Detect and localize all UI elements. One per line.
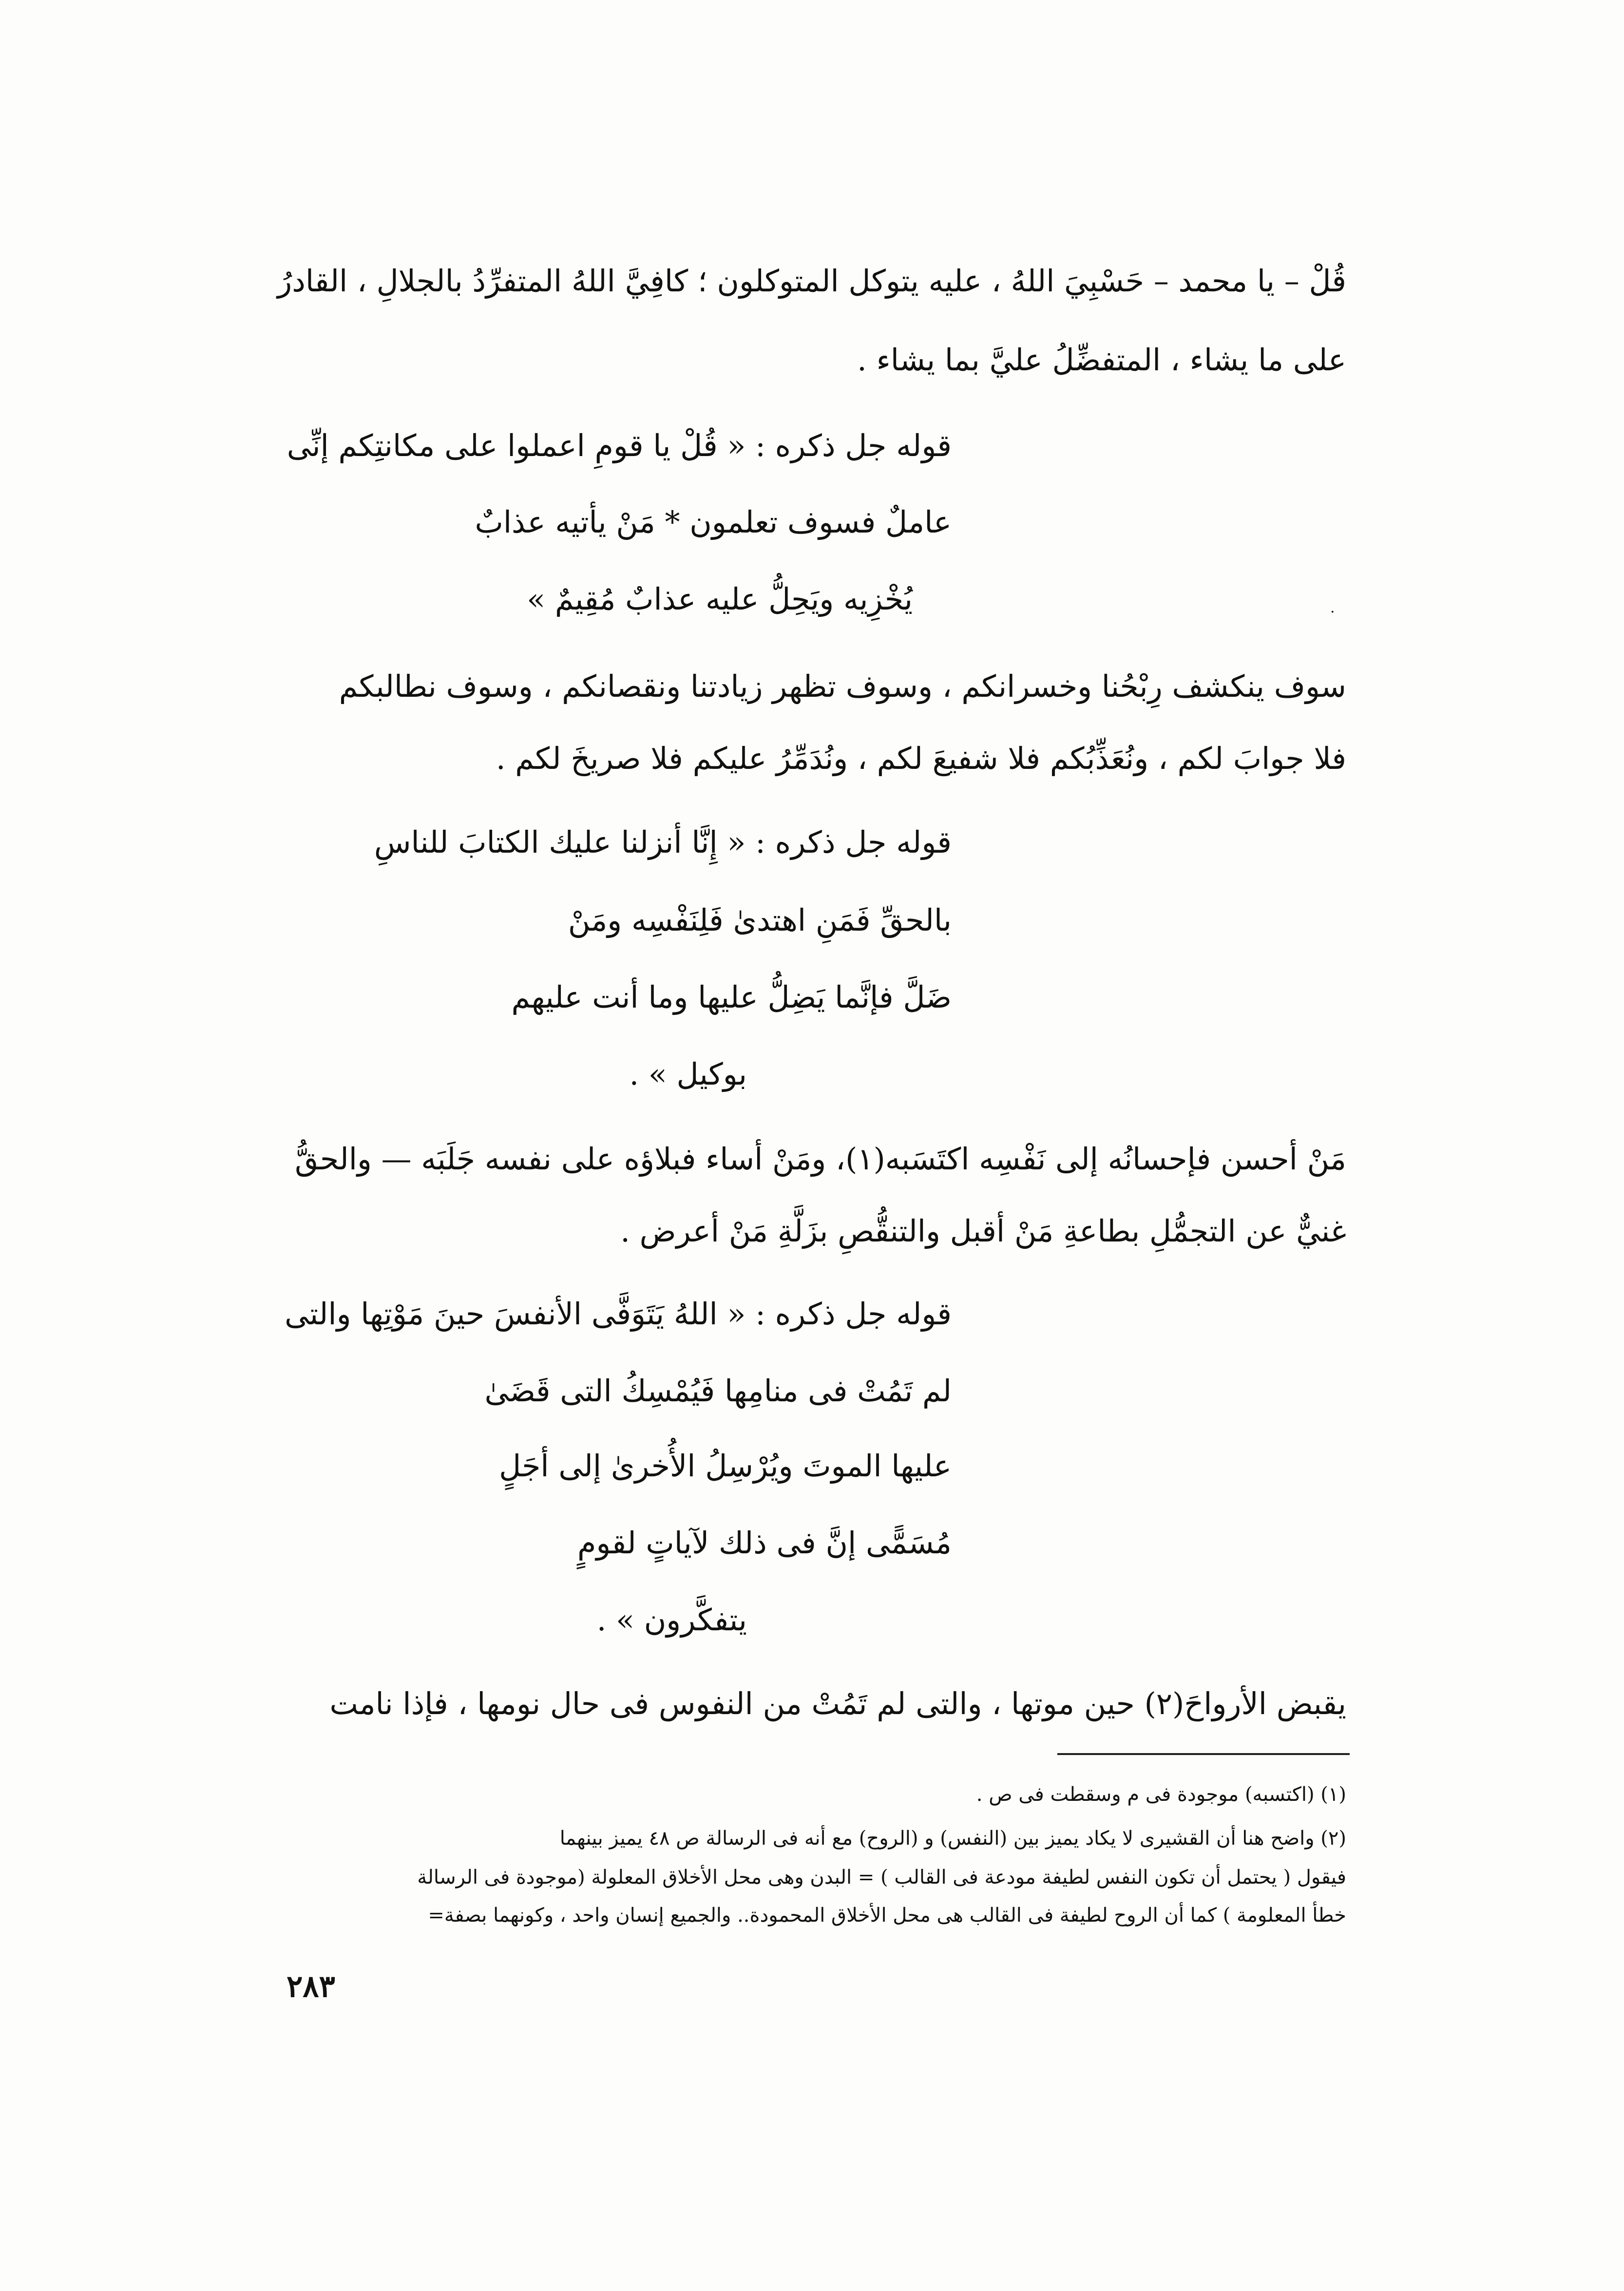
footnote-2-line-3: خطأ المعلومة ) كما أن الروح لطيفة فى القالب هى محل الأخلاق المحمودة.. والجميع إنسان واحد ، وكونهما بصفة= xyxy=(428,1904,1346,1927)
verse3-line-5: يتفكَّرون » . xyxy=(596,1602,747,1638)
footnote-2-line-1: (٢) واضح هنا أن القشيرى لا يكاد يميز بين (النفس) و (الروح) مع أنه فى الرسالة ص ٤٨ يميز بينهما xyxy=(559,1827,1346,1850)
verse2-line-3: ضَلَّ فإنَّما يَضِلُّ عليها وما أنت عليهم xyxy=(511,979,952,1015)
verse3-line-4: مُسَمًّى إنَّ فى ذلك لآياتٍ لقومٍ xyxy=(577,1525,952,1561)
intro-line-1: قُلْ – يا محمد – حَسْبِيَ اللهُ ، عليه يتوكل المتوكلون ؛ كافِيَّ اللهُ المتفرِّدُ بالجلالِ ، القادرُ xyxy=(277,263,1346,299)
commentary2-line-2: غنيٌّ عن التجمُّلِ بطاعةِ مَنْ أقبل والتنقُّصِ بزَلَّةِ مَنْ أعرض . xyxy=(620,1213,1346,1249)
verse1-line-2: عاملٌ فسوف تعلمون * مَنْ يأتيه عذابٌ xyxy=(475,504,952,540)
verse2-line-4: بوكيل » . xyxy=(629,1056,747,1092)
footnote-divider xyxy=(1057,1753,1350,1755)
verse3-line-1: قوله جل ذكره : « اللهُ يَتَوَفَّى الأنفسَ حينَ مَوْتِها والتى xyxy=(285,1296,952,1332)
stray-mark: . xyxy=(1330,599,1335,616)
verse3-line-3: عليها الموتَ ويُرْسِلُ الأُخرىٰ إلى أجَلٍ xyxy=(499,1448,952,1484)
commentary1-line-2: فلا جوابَ لكم ، ونُعَذِّبُكم فلا شفيعَ لكم ، ونُدَمِّرُ عليكم فلا صريخَ لكم . xyxy=(496,741,1346,776)
commentary1-line-1: سوف ينكشف رِبْحُنا وخسرانكم ، وسوف تظهر زيادتنا ونقصانكم ، وسوف نطالبكم xyxy=(339,668,1346,704)
verse1-line-1: قوله جل ذكره : « قُلْ يا قومِ اعملوا على مكانتِكم إنِّى xyxy=(287,428,952,463)
verse2-line-1: قوله جل ذكره : « إِنَّا أنزلنا عليك الكتابَ للناسِ xyxy=(374,824,952,860)
footnote-2-line-2: فيقول ( يحتمل أن تكون النفس لطيفة مودعة فى القالب ) = البدن وهى محل الأخلاق المعلولة (موجودة فى الرسالة xyxy=(417,1866,1346,1889)
commentary3-line-1: يقبض الأرواحَ(٢) حين موتها ، والتى لم تَمُتْ من النفوس فى حال نومها ، فإذا نامت xyxy=(329,1686,1346,1721)
intro-line-2: على ما يشاء ، المتفضِّلُ عليَّ بما يشاء . xyxy=(857,342,1346,378)
footnote-1: (١) (اكتسبه) موجودة فى م وسقطت فى ص . xyxy=(976,1783,1346,1806)
verse3-line-2: لم تَمُتْ فى منامِها فَيُمْسِكُ التى قَضَىٰ xyxy=(484,1373,952,1409)
commentary2-line-1: مَنْ أحسن فإحسانُه إلى نَفْسِه اكتَسَبه(١)، ومَنْ أساء فبلاؤه على نفسه جَلَبَه — والحقُّ xyxy=(295,1141,1346,1177)
verse2-line-2: بالحقِّ فَمَنِ اهتدىٰ فَلِنَفْسِه ومَنْ xyxy=(568,902,952,938)
verse1-line-3: يُخْزِيه ويَحِلُّ عليه عذابٌ مُقِيمٌ » xyxy=(527,581,913,617)
page-number: ٢٨٣ xyxy=(287,1968,335,2004)
